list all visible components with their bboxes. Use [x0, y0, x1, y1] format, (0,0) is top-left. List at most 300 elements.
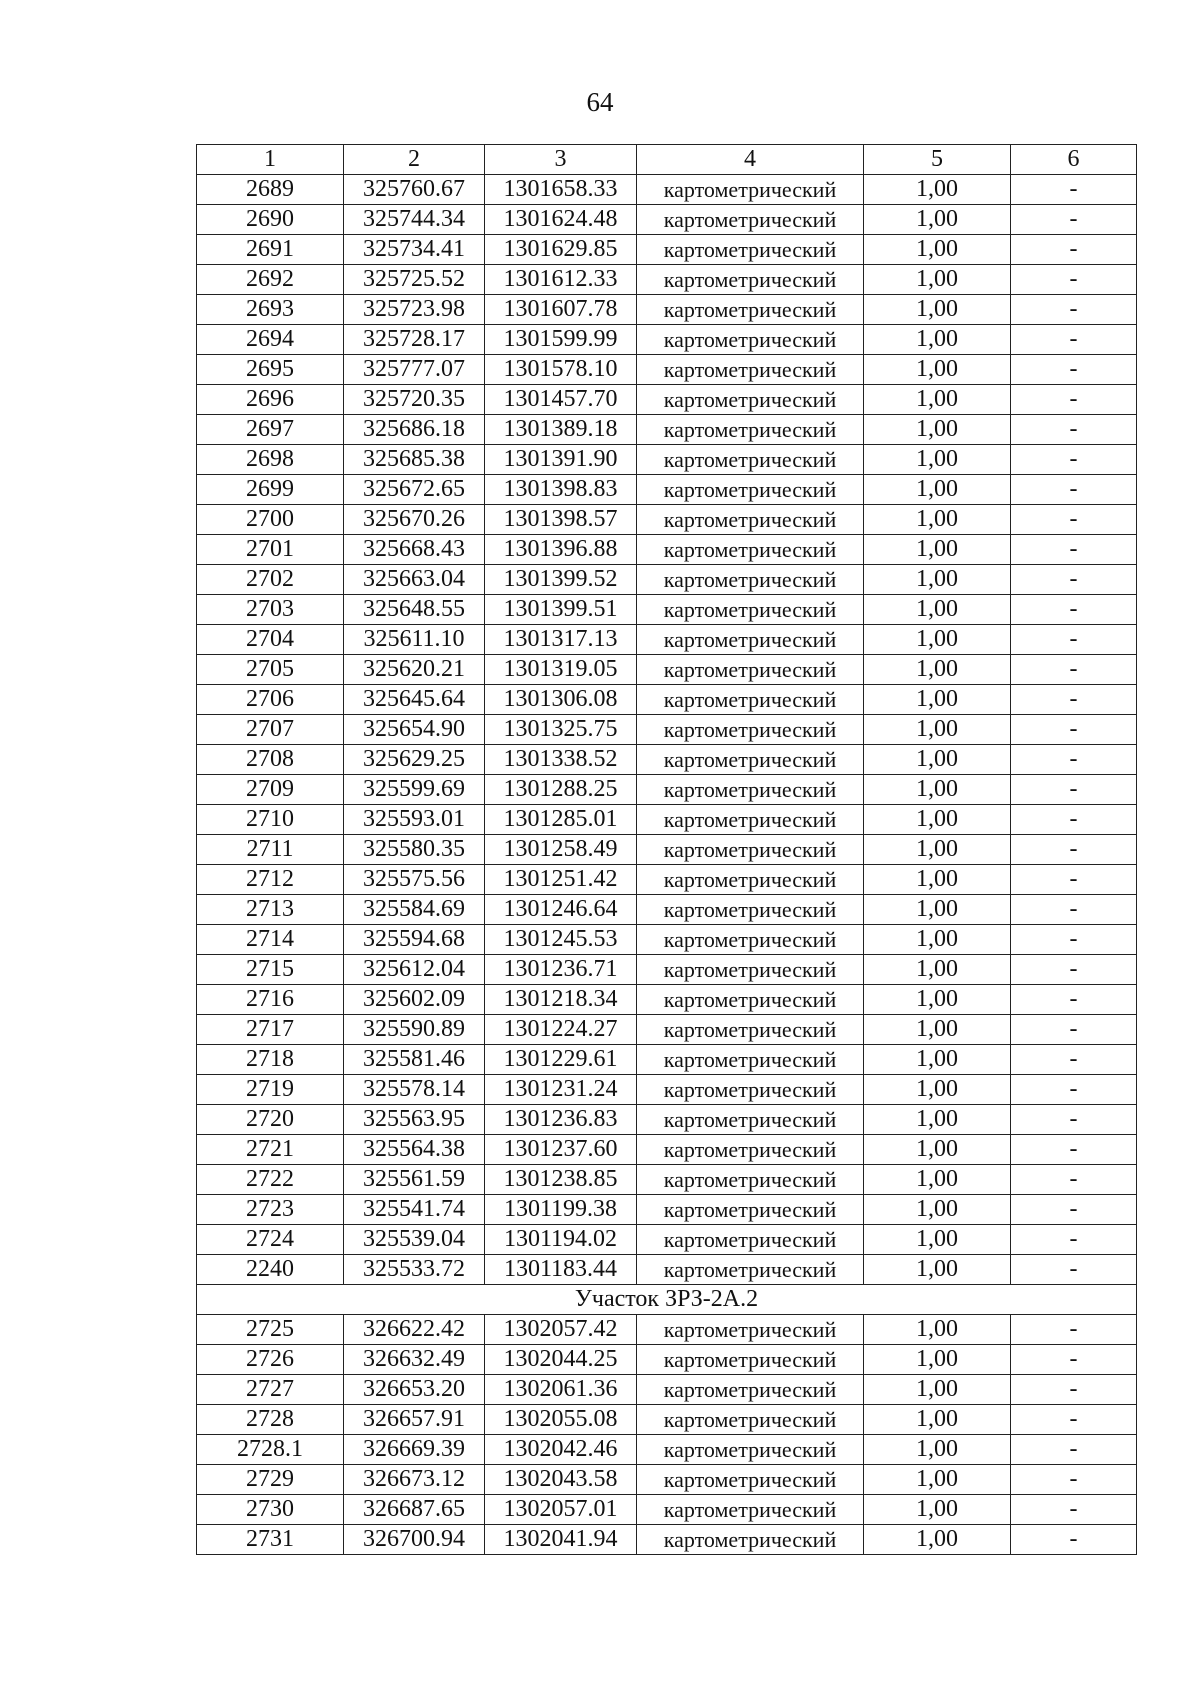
note-cell: -	[1011, 565, 1137, 595]
method-cell: картометрический	[637, 445, 864, 475]
y-coordinate-cell: 1301258.49	[485, 835, 637, 865]
accuracy-cell: 1,00	[864, 535, 1011, 565]
point-number-cell: 2701	[197, 535, 344, 565]
table-row	[197, 475, 1137, 505]
table-row	[197, 1405, 1137, 1435]
table-row	[197, 595, 1137, 625]
accuracy-cell: 1,00	[864, 1465, 1011, 1495]
accuracy-cell: 1,00	[864, 1405, 1011, 1435]
point-number-cell: 2697	[197, 415, 344, 445]
note-cell: -	[1011, 175, 1137, 205]
note-cell: -	[1011, 535, 1137, 565]
table-row	[197, 895, 1137, 925]
y-coordinate-cell: 1301251.42	[485, 865, 637, 895]
y-coordinate-cell: 1301194.02	[485, 1225, 637, 1255]
note-cell: -	[1011, 895, 1137, 925]
y-coordinate-cell: 1302042.46	[485, 1435, 637, 1465]
x-coordinate-cell: 325578.14	[344, 1075, 485, 1105]
method-cell: картометрический	[637, 955, 864, 985]
note-cell: -	[1011, 1075, 1137, 1105]
table-row	[197, 955, 1137, 985]
x-coordinate-cell: 325744.34	[344, 205, 485, 235]
method-cell: картометрический	[637, 535, 864, 565]
accuracy-cell: 1,00	[864, 1225, 1011, 1255]
x-coordinate-cell: 325584.69	[344, 895, 485, 925]
x-coordinate-cell: 326687.65	[344, 1495, 485, 1525]
accuracy-cell: 1,00	[864, 565, 1011, 595]
note-cell: -	[1011, 325, 1137, 355]
note-cell: -	[1011, 205, 1137, 235]
table-row	[197, 355, 1137, 385]
accuracy-cell: 1,00	[864, 1045, 1011, 1075]
accuracy-cell: 1,00	[864, 1345, 1011, 1375]
y-coordinate-cell: 1301218.34	[485, 985, 637, 1015]
x-coordinate-cell: 325564.38	[344, 1135, 485, 1165]
table-row	[197, 295, 1137, 325]
y-coordinate-cell: 1301231.24	[485, 1075, 637, 1105]
note-cell: -	[1011, 925, 1137, 955]
point-number-cell: 2718	[197, 1045, 344, 1075]
y-coordinate-cell: 1301246.64	[485, 895, 637, 925]
point-number-cell: 2727	[197, 1375, 344, 1405]
table-row	[197, 775, 1137, 805]
x-coordinate-cell: 325777.07	[344, 355, 485, 385]
accuracy-cell: 1,00	[864, 895, 1011, 925]
method-cell: картометрический	[637, 295, 864, 325]
x-coordinate-cell: 325611.10	[344, 625, 485, 655]
x-coordinate-cell: 325663.04	[344, 565, 485, 595]
x-coordinate-cell: 326657.91	[344, 1405, 485, 1435]
point-number-cell: 2695	[197, 355, 344, 385]
note-cell: -	[1011, 955, 1137, 985]
table-row	[197, 1435, 1137, 1465]
coordinates-table	[196, 144, 1137, 1555]
accuracy-cell: 1,00	[864, 955, 1011, 985]
section-title: Участок ЗРЗ-2А.2	[197, 1285, 1137, 1315]
x-coordinate-cell: 325541.74	[344, 1195, 485, 1225]
accuracy-cell: 1,00	[864, 355, 1011, 385]
method-cell: картометрический	[637, 625, 864, 655]
y-coordinate-cell: 1301599.99	[485, 325, 637, 355]
table-row	[197, 385, 1137, 415]
method-cell: картометрический	[637, 1165, 864, 1195]
point-number-cell: 2712	[197, 865, 344, 895]
note-cell: -	[1011, 1375, 1137, 1405]
note-cell: -	[1011, 715, 1137, 745]
table-row	[197, 625, 1137, 655]
note-cell: -	[1011, 985, 1137, 1015]
point-number-cell: 2721	[197, 1135, 344, 1165]
accuracy-cell: 1,00	[864, 745, 1011, 775]
point-number-cell: 2693	[197, 295, 344, 325]
accuracy-cell: 1,00	[864, 1105, 1011, 1135]
x-coordinate-cell: 326632.49	[344, 1345, 485, 1375]
table-row	[197, 1195, 1137, 1225]
x-coordinate-cell: 325580.35	[344, 835, 485, 865]
method-cell: картометрический	[637, 685, 864, 715]
point-number-cell: 2705	[197, 655, 344, 685]
x-coordinate-cell: 325581.46	[344, 1045, 485, 1075]
note-cell: -	[1011, 415, 1137, 445]
method-cell: картометрический	[637, 1465, 864, 1495]
accuracy-cell: 1,00	[864, 445, 1011, 475]
method-cell: картометрический	[637, 265, 864, 295]
table-row	[197, 535, 1137, 565]
table-row	[197, 835, 1137, 865]
point-number-cell: 2699	[197, 475, 344, 505]
point-number-cell: 2728.1	[197, 1435, 344, 1465]
method-cell: картометрический	[637, 1495, 864, 1525]
y-coordinate-cell: 1301658.33	[485, 175, 637, 205]
table-row	[197, 1465, 1137, 1495]
method-cell: картометрический	[637, 1375, 864, 1405]
accuracy-cell: 1,00	[864, 1165, 1011, 1195]
y-coordinate-cell: 1301285.01	[485, 805, 637, 835]
note-cell: -	[1011, 1315, 1137, 1345]
point-number-cell: 2700	[197, 505, 344, 535]
x-coordinate-cell: 325594.68	[344, 925, 485, 955]
table-row	[197, 1165, 1137, 1195]
method-cell: картометрический	[637, 595, 864, 625]
accuracy-cell: 1,00	[864, 505, 1011, 535]
x-coordinate-cell: 325672.65	[344, 475, 485, 505]
note-cell: -	[1011, 385, 1137, 415]
x-coordinate-cell: 325563.95	[344, 1105, 485, 1135]
accuracy-cell: 1,00	[864, 385, 1011, 415]
point-number-cell: 2706	[197, 685, 344, 715]
y-coordinate-cell: 1301238.85	[485, 1165, 637, 1195]
point-number-cell: 2691	[197, 235, 344, 265]
note-cell: -	[1011, 1345, 1137, 1375]
method-cell: картометрический	[637, 775, 864, 805]
table-row	[197, 235, 1137, 265]
y-coordinate-cell: 1301236.83	[485, 1105, 637, 1135]
point-number-cell: 2704	[197, 625, 344, 655]
y-coordinate-cell: 1302055.08	[485, 1405, 637, 1435]
y-coordinate-cell: 1302041.94	[485, 1525, 637, 1555]
x-coordinate-cell: 325670.26	[344, 505, 485, 535]
table-row	[197, 985, 1137, 1015]
accuracy-cell: 1,00	[864, 865, 1011, 895]
accuracy-cell: 1,00	[864, 1375, 1011, 1405]
note-cell: -	[1011, 235, 1137, 265]
accuracy-cell: 1,00	[864, 475, 1011, 505]
y-coordinate-cell: 1301237.60	[485, 1135, 637, 1165]
note-cell: -	[1011, 865, 1137, 895]
x-coordinate-cell: 325725.52	[344, 265, 485, 295]
accuracy-cell: 1,00	[864, 1315, 1011, 1345]
method-cell: картометрический	[637, 1405, 864, 1435]
method-cell: картометрический	[637, 205, 864, 235]
x-coordinate-cell: 325685.38	[344, 445, 485, 475]
note-cell: -	[1011, 775, 1137, 805]
point-number-cell: 2716	[197, 985, 344, 1015]
table-row	[197, 505, 1137, 535]
accuracy-cell: 1,00	[864, 1435, 1011, 1465]
method-cell: картометрический	[637, 745, 864, 775]
header-cell: 6	[1011, 145, 1137, 175]
table-row	[197, 745, 1137, 775]
y-coordinate-cell: 1301199.38	[485, 1195, 637, 1225]
note-cell: -	[1011, 1045, 1137, 1075]
x-coordinate-cell: 325760.67	[344, 175, 485, 205]
method-cell: картометрический	[637, 355, 864, 385]
point-number-cell: 2690	[197, 205, 344, 235]
y-coordinate-cell: 1301457.70	[485, 385, 637, 415]
table-row	[197, 1015, 1137, 1045]
table-row	[197, 925, 1137, 955]
note-cell: -	[1011, 295, 1137, 325]
point-number-cell: 2692	[197, 265, 344, 295]
point-number-cell: 2694	[197, 325, 344, 355]
note-cell: -	[1011, 505, 1137, 535]
y-coordinate-cell: 1301399.52	[485, 565, 637, 595]
x-coordinate-cell: 325734.41	[344, 235, 485, 265]
x-coordinate-cell: 325620.21	[344, 655, 485, 685]
x-coordinate-cell: 326653.20	[344, 1375, 485, 1405]
point-number-cell: 2696	[197, 385, 344, 415]
accuracy-cell: 1,00	[864, 835, 1011, 865]
note-cell: -	[1011, 1255, 1137, 1285]
note-cell: -	[1011, 655, 1137, 685]
header-cell: 1	[197, 145, 344, 175]
method-cell: картометрический	[637, 1135, 864, 1165]
note-cell: -	[1011, 745, 1137, 775]
method-cell: картометрический	[637, 415, 864, 445]
point-number-cell: 2725	[197, 1315, 344, 1345]
accuracy-cell: 1,00	[864, 1075, 1011, 1105]
note-cell: -	[1011, 1105, 1137, 1135]
table-row	[197, 325, 1137, 355]
table-row	[197, 1495, 1137, 1525]
method-cell: картометрический	[637, 895, 864, 925]
method-cell: картометрический	[637, 985, 864, 1015]
note-cell: -	[1011, 835, 1137, 865]
y-coordinate-cell: 1302044.25	[485, 1345, 637, 1375]
accuracy-cell: 1,00	[864, 235, 1011, 265]
x-coordinate-cell: 325599.69	[344, 775, 485, 805]
point-number-cell: 2240	[197, 1255, 344, 1285]
table-row	[197, 175, 1137, 205]
y-coordinate-cell: 1301389.18	[485, 415, 637, 445]
y-coordinate-cell: 1301612.33	[485, 265, 637, 295]
table-row	[197, 805, 1137, 835]
note-cell: -	[1011, 475, 1137, 505]
x-coordinate-cell: 325720.35	[344, 385, 485, 415]
y-coordinate-cell: 1301391.90	[485, 445, 637, 475]
note-cell: -	[1011, 595, 1137, 625]
x-coordinate-cell: 325686.18	[344, 415, 485, 445]
point-number-cell: 2729	[197, 1465, 344, 1495]
page-number: 64	[586, 87, 614, 117]
table-row	[197, 445, 1137, 475]
y-coordinate-cell: 1301306.08	[485, 685, 637, 715]
point-number-cell: 2720	[197, 1105, 344, 1135]
x-coordinate-cell: 325575.56	[344, 865, 485, 895]
accuracy-cell: 1,00	[864, 715, 1011, 745]
point-number-cell: 2713	[197, 895, 344, 925]
y-coordinate-cell: 1302057.42	[485, 1315, 637, 1345]
method-cell: картометрический	[637, 1255, 864, 1285]
y-coordinate-cell: 1301624.48	[485, 205, 637, 235]
accuracy-cell: 1,00	[864, 295, 1011, 325]
method-cell: картометрический	[637, 1195, 864, 1225]
method-cell: картометрический	[637, 1105, 864, 1135]
method-cell: картометрический	[637, 715, 864, 745]
note-cell: -	[1011, 445, 1137, 475]
accuracy-cell: 1,00	[864, 595, 1011, 625]
note-cell: -	[1011, 265, 1137, 295]
y-coordinate-cell: 1301183.44	[485, 1255, 637, 1285]
table-row	[197, 1345, 1137, 1375]
x-coordinate-cell: 325629.25	[344, 745, 485, 775]
point-number-cell: 2714	[197, 925, 344, 955]
accuracy-cell: 1,00	[864, 415, 1011, 445]
table-row	[197, 1225, 1137, 1255]
accuracy-cell: 1,00	[864, 1495, 1011, 1525]
x-coordinate-cell: 325645.64	[344, 685, 485, 715]
point-number-cell: 2702	[197, 565, 344, 595]
y-coordinate-cell: 1302057.01	[485, 1495, 637, 1525]
method-cell: картометрический	[637, 1525, 864, 1555]
header-cell: 2	[344, 145, 485, 175]
x-coordinate-cell: 325648.55	[344, 595, 485, 625]
point-number-cell: 2709	[197, 775, 344, 805]
y-coordinate-cell: 1301229.61	[485, 1045, 637, 1075]
accuracy-cell: 1,00	[864, 1015, 1011, 1045]
x-coordinate-cell: 326673.12	[344, 1465, 485, 1495]
note-cell: -	[1011, 685, 1137, 715]
point-number-cell: 2710	[197, 805, 344, 835]
table-row	[197, 1525, 1137, 1555]
note-cell: -	[1011, 625, 1137, 655]
method-cell: картометрический	[637, 385, 864, 415]
x-coordinate-cell: 325533.72	[344, 1255, 485, 1285]
y-coordinate-cell: 1302061.36	[485, 1375, 637, 1405]
accuracy-cell: 1,00	[864, 175, 1011, 205]
accuracy-cell: 1,00	[864, 775, 1011, 805]
table-row	[197, 205, 1137, 235]
point-number-cell: 2711	[197, 835, 344, 865]
y-coordinate-cell: 1301398.57	[485, 505, 637, 535]
table-row	[197, 715, 1137, 745]
header-cell: 3	[485, 145, 637, 175]
method-cell: картометрический	[637, 925, 864, 955]
point-number-cell: 2708	[197, 745, 344, 775]
point-number-cell: 2726	[197, 1345, 344, 1375]
table-row	[197, 1315, 1137, 1345]
method-cell: картометрический	[637, 235, 864, 265]
method-cell: картометрический	[637, 1435, 864, 1465]
note-cell: -	[1011, 1195, 1137, 1225]
y-coordinate-cell: 1301325.75	[485, 715, 637, 745]
point-number-cell: 2730	[197, 1495, 344, 1525]
x-coordinate-cell: 325593.01	[344, 805, 485, 835]
method-cell: картометрический	[637, 1015, 864, 1045]
accuracy-cell: 1,00	[864, 1135, 1011, 1165]
header-cell: 4	[637, 145, 864, 175]
note-cell: -	[1011, 1435, 1137, 1465]
method-cell: картометрический	[637, 835, 864, 865]
point-number-cell: 2728	[197, 1405, 344, 1435]
point-number-cell: 2689	[197, 175, 344, 205]
y-coordinate-cell: 1301629.85	[485, 235, 637, 265]
y-coordinate-cell: 1301396.88	[485, 535, 637, 565]
accuracy-cell: 1,00	[864, 1195, 1011, 1225]
point-number-cell: 2717	[197, 1015, 344, 1045]
y-coordinate-cell: 1301245.53	[485, 925, 637, 955]
y-coordinate-cell: 1301399.51	[485, 595, 637, 625]
note-cell: -	[1011, 1495, 1137, 1525]
table-row	[197, 565, 1137, 595]
table-row	[197, 1075, 1137, 1105]
method-cell: картометрический	[637, 1315, 864, 1345]
method-cell: картометрический	[637, 175, 864, 205]
x-coordinate-cell: 325602.09	[344, 985, 485, 1015]
x-coordinate-cell: 325561.59	[344, 1165, 485, 1195]
table-row	[197, 1135, 1137, 1165]
method-cell: картометрический	[637, 1075, 864, 1105]
accuracy-cell: 1,00	[864, 925, 1011, 955]
table-row	[197, 1045, 1137, 1075]
accuracy-cell: 1,00	[864, 655, 1011, 685]
method-cell: картометрический	[637, 1225, 864, 1255]
accuracy-cell: 1,00	[864, 685, 1011, 715]
accuracy-cell: 1,00	[864, 805, 1011, 835]
point-number-cell: 2698	[197, 445, 344, 475]
y-coordinate-cell: 1301578.10	[485, 355, 637, 385]
method-cell: картометрический	[637, 565, 864, 595]
method-cell: картометрический	[637, 505, 864, 535]
note-cell: -	[1011, 355, 1137, 385]
x-coordinate-cell: 325654.90	[344, 715, 485, 745]
table-row	[197, 1375, 1137, 1405]
x-coordinate-cell: 326669.39	[344, 1435, 485, 1465]
x-coordinate-cell: 325612.04	[344, 955, 485, 985]
accuracy-cell: 1,00	[864, 265, 1011, 295]
header-cell: 5	[864, 145, 1011, 175]
method-cell: картометрический	[637, 325, 864, 355]
x-coordinate-cell: 325728.17	[344, 325, 485, 355]
point-number-cell: 2715	[197, 955, 344, 985]
x-coordinate-cell: 326622.42	[344, 1315, 485, 1345]
y-coordinate-cell: 1301338.52	[485, 745, 637, 775]
table-row	[197, 655, 1137, 685]
y-coordinate-cell: 1302043.58	[485, 1465, 637, 1495]
y-coordinate-cell: 1301319.05	[485, 655, 637, 685]
accuracy-cell: 1,00	[864, 1525, 1011, 1555]
table-row	[197, 265, 1137, 295]
point-number-cell: 2719	[197, 1075, 344, 1105]
point-number-cell: 2707	[197, 715, 344, 745]
table-row	[197, 415, 1137, 445]
y-coordinate-cell: 1301607.78	[485, 295, 637, 325]
method-cell: картометрический	[637, 655, 864, 685]
note-cell: -	[1011, 1465, 1137, 1495]
method-cell: картометрический	[637, 1345, 864, 1375]
header-row	[197, 145, 1137, 175]
method-cell: картометрический	[637, 1045, 864, 1075]
x-coordinate-cell: 325539.04	[344, 1225, 485, 1255]
point-number-cell: 2722	[197, 1165, 344, 1195]
method-cell: картометрический	[637, 475, 864, 505]
table-row	[197, 1255, 1137, 1285]
x-coordinate-cell: 325668.43	[344, 535, 485, 565]
note-cell: -	[1011, 1015, 1137, 1045]
x-coordinate-cell: 325590.89	[344, 1015, 485, 1045]
note-cell: -	[1011, 1225, 1137, 1255]
table-row	[197, 1105, 1137, 1135]
